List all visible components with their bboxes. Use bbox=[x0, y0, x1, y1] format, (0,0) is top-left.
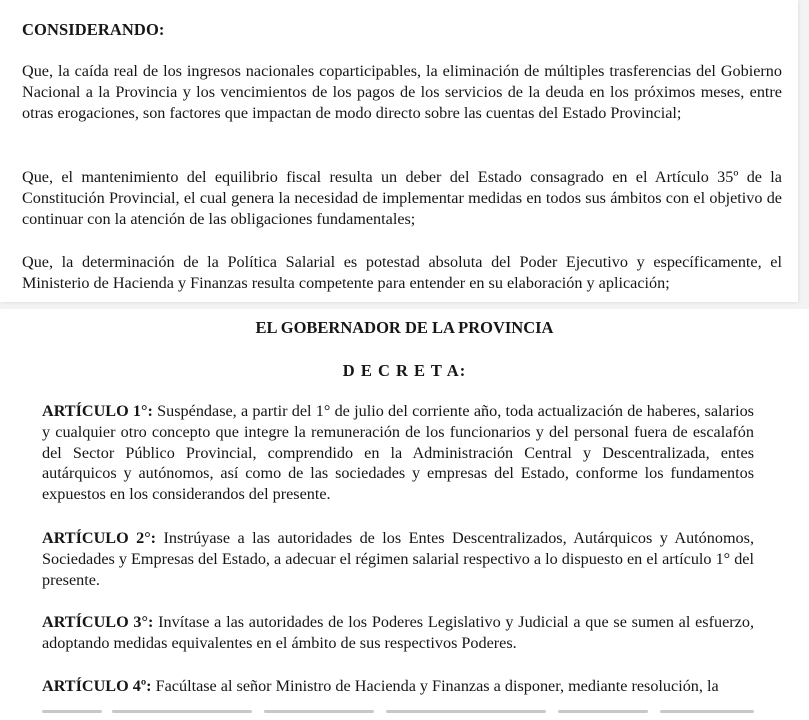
considerando-paragraph-3: Que, la determinación de la Política Salarial es potestad absoluta del Poder Ejecutivo y específicamente, el Ministerio de Hacienda y Finanzas resulta competente para entender en su elaboración y aplicación; bbox=[22, 253, 782, 292]
articulo-1-text: Suspéndase, a partir del 1° de julio del corriente año, toda actualización de haberes, salarios y cualquier otro concepto que integre la remuneración de los funcionarios y del personal fuera de escalafón del Sector Público Provincial, comprendido en la Administración Central y Descentralizada, entes autárquicos y autónomos, así como de las sociedades y empresas del Estado, conforme los fundamentos expuestos en los considerandos del presente. bbox=[42, 402, 754, 504]
cutoff-text-fragment bbox=[42, 702, 754, 720]
articulo-2-text: Instrúyase a las autoridades de los Entes Descentralizados, Autárquicos y Autónomos, Sociedades y Empresas del Estado, a adecuar el régimen salarial respectivo a lo dispuesto en el artículo 1° del presente. bbox=[42, 529, 754, 589]
articulo-3-label: ARTÍCULO 3°: bbox=[42, 613, 154, 631]
considerando-paragraph-1: Que, la caída real de los ingresos nacionales coparticipables, la eliminación de múltiples trasferencias del Gobierno Nacional a la Provincia y los vencimientos de los pagos de los servicios de la deuda en los próximos meses, entre otras erogaciones, son factores que impactan de modo directo sobre las cuentas del Estado Provincial; bbox=[22, 62, 782, 122]
articulo-1-label: ARTÍCULO 1°: bbox=[42, 402, 153, 420]
considerando-heading: CONSIDERANDO: bbox=[22, 20, 165, 39]
considerando-paragraph-2: Que, el mantenimiento del equilibrio fiscal resulta un deber del Estado consagrado en el Artículo 35º de la Constitución Provincial, el cual genera la necesidad de implementar medidas en todos sus ámbitos con el objetivo de continuar con la atención de las obligaciones fundamentales; bbox=[22, 168, 782, 228]
articulo-2 bbox=[42, 528, 754, 590]
articulo-3 bbox=[42, 612, 754, 654]
articulo-1 bbox=[42, 401, 754, 505]
articulo-4 bbox=[42, 676, 754, 697]
gobernador-title: EL GOBERNADOR DE LA PROVINCIA bbox=[255, 318, 554, 337]
articulo-3-text: Invítase a las autoridades de los Poderes Legislativo y Judicial a que se sumen al esfuerzo, adoptando medidas equivalentes en el ámbito de sus respectivos Poderes. bbox=[42, 613, 754, 652]
articulo-4-text: Facúltase al señor Ministro de Hacienda y Finanzas a disponer, mediante resolución, la bbox=[151, 677, 719, 695]
decreta-title: D E C R E T A: bbox=[342, 361, 467, 380]
articulo-2-label: ARTÍCULO 2°: bbox=[42, 529, 157, 547]
document-page-top bbox=[0, 0, 798, 302]
articulo-4-label: ARTÍCULO 4º: bbox=[42, 677, 152, 695]
document-page-bottom bbox=[0, 309, 809, 720]
